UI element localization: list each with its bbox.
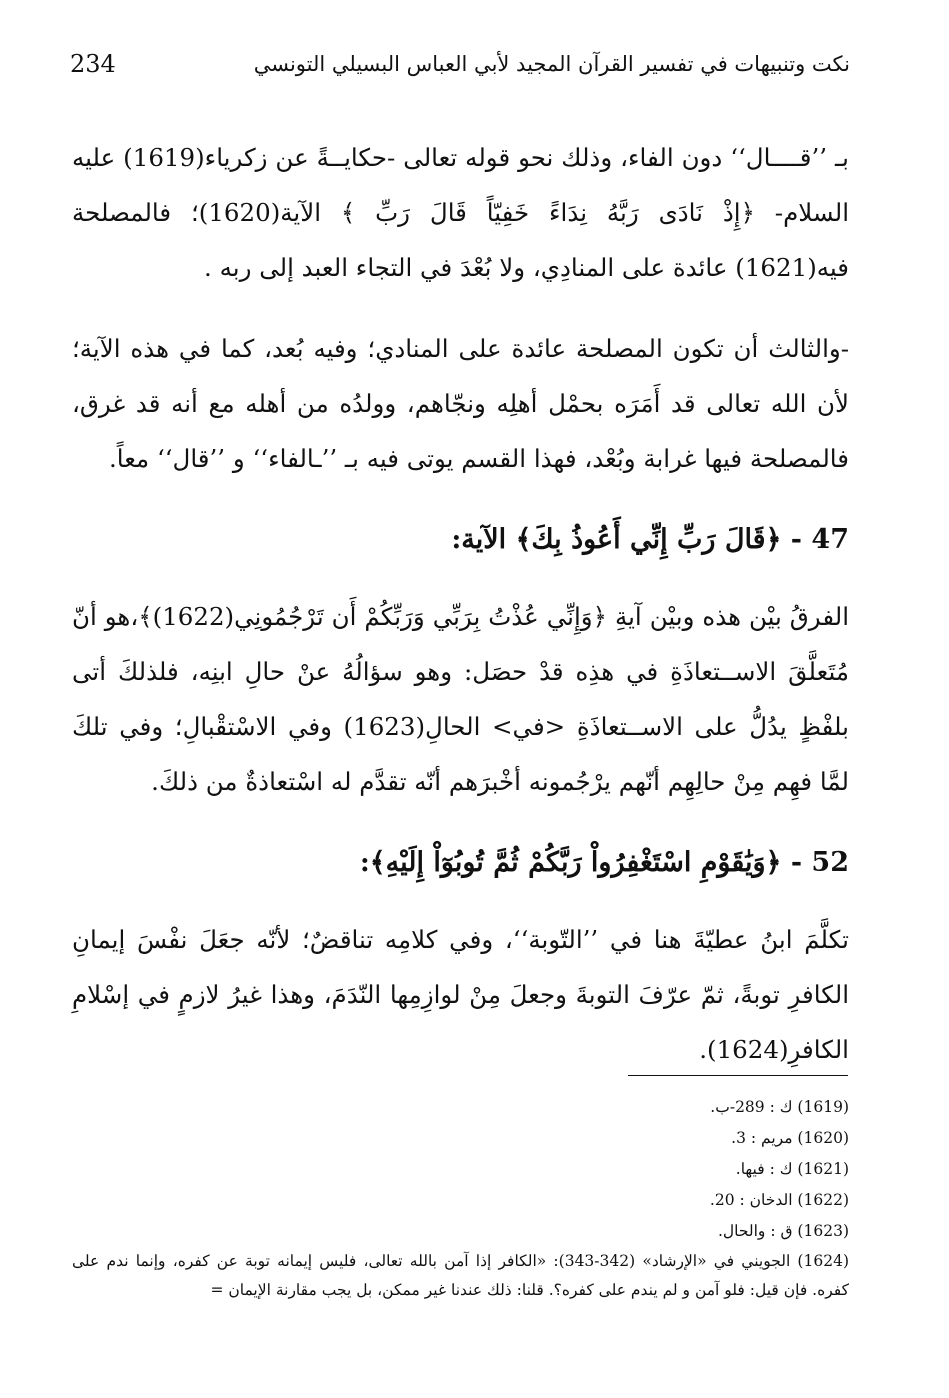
footnote-1624: (1624) الجويني في «الإرشاد» (342-343): «الكافر إذا آمن بالله تعالى، فليس إيمانه توبة عن كفره، وإنما ندم على كفره. فإن قيل: فلو آمن و لم يندم على كفره؟. قلنا: ذلك عندنا غير ممكن، بل يجب مقارنة الإيمان = [72,1252,849,1299]
paragraph-1: بـ ’’قــــال‘‘ دون الفاء، وذلك نحو قوله تعالى -حكايــةً عن زكرياء(1619) عليه السلام- ﴿إِذْ نَادَى رَبَّهُ نِدَاءً خَفِيّاً قَالَ رَبِّ ﴾ الآية(1620)؛ فالمصلحة فيه(1621) عائدة على المنادِي، ولا بُعْدَ في التجاء العبد إلى ربه . [72,143,849,282]
paragraph-2: -والثالث أن تكون المصلحة عائدة على المنادي؛ وفيه بُعد، كما في هذه الآية؛ لأن الله تعالى قد أَمَرَه بحمْل أهلِه ونجّاهم، وولدُه من أهله مع أنه قد غرق، فالمصلحة فيها غرابة وبُعْد، فهذا القسم يوتى فيه بـ ’’ـالفاء‘‘ و ’’قال‘‘ معاً. [72,334,849,473]
verse-heading-47: 47 - ﴿قَالَ رَبِّ إِنِّي أَعُوذُ بِكَ﴾ الآية: [451,524,849,555]
running-title: نكت وتنبيهات في تفسير القرآن المجيد لأبي العباس البسيلي التونسي [253,52,850,76]
page-header [70,48,850,98]
page-number: 234 [70,50,116,78]
main-text [72,130,849,1103]
footnote-separator [628,1075,848,1076]
verse-heading-52: 52 - ﴿وَيَٰقَوْمِ اسْتَغْفِرُواْ رَبَّكُمْ ثُمَّ تُوبُوٓاْ إِلَيْهِ﴾: [359,847,849,878]
footnote-1621: (1621) ك : فيها. [735,1160,849,1178]
footnote-1622: (1622) الدخان : 20. [709,1191,849,1209]
footnote-1619: (1619) ك : 289-ب. [710,1098,849,1116]
footnote-1620: (1620) مريم : 3. [731,1129,849,1147]
paragraph-4: تكلَّمَ ابنُ عطيّةَ هنا في ’’التّوبة‘‘، وفي كلامِه تناقضٌ؛ لأنّه جعَلَ نفْسَ إيمانِ الكافرِ توبةً، ثمّ عرّفَ التوبةَ وجعلَ مِنْ لوازِمِها النّدَمَ، وهذا غيرُ لازمٍ في إسْلامِ الكافرِ(1624). [72,925,849,1064]
footnotes [72,1092,849,1305]
footnote-1623: (1623) ق : والحال. [717,1222,849,1240]
paragraph-3: الفرقُ بيْن هذه وبيْن آيةِ ﴿وَإِنِّي عُذْتُ بِرَبِّي وَرَبِّكُمْ أَن تَرْجُمُونِي(1622)﴾،هو أنّ مُتَعلَّقَ الاســتعاذَةِ في هذِه قدْ حصَل: وهو سؤالُهُ عنْ حالِ ابنِه، فلذلكَ أتى بلفْظٍ يدُلُّ على الاســتعاذَةِ <في> الحالِ(1623) وفي الاسْتقْبالِ؛ وفي تلكَ لمَّا فهِم مِنْ حالِهِم أنّهم يرْجُمونه أخْبرَهم أنّه تقدَّم له اسْتعاذةٌ من ذلكَ. [72,602,849,796]
